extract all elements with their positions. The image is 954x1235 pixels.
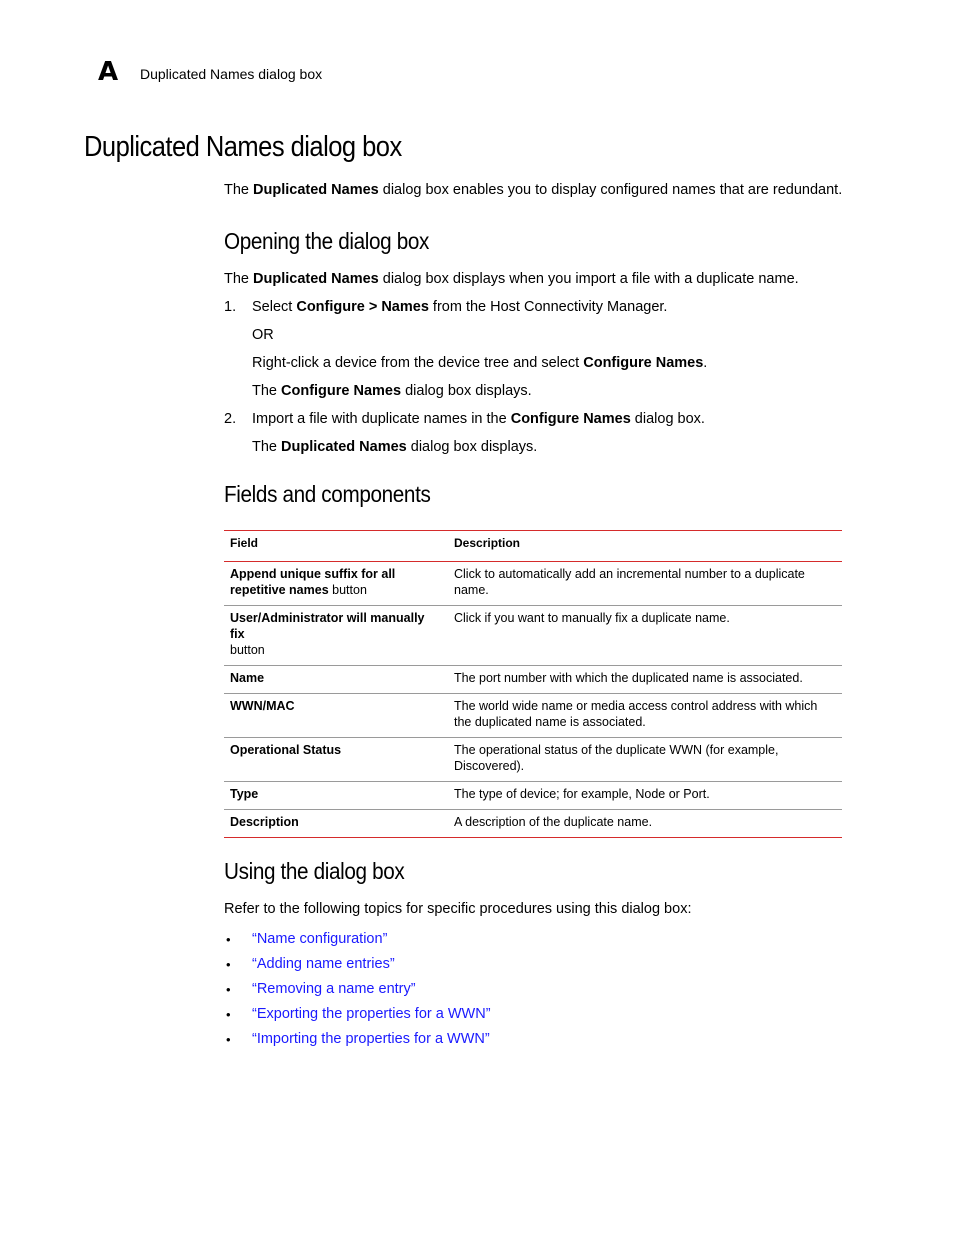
main-content (224, 180, 844, 1052)
link-adding-name-entries[interactable]: “Adding name entries” (252, 956, 395, 972)
field-cell: Operational Status (230, 743, 342, 757)
table-row (224, 782, 842, 810)
table-row (224, 606, 842, 666)
using-lead: Refer to the following topics for specific procedures using this dialog box: (224, 901, 692, 917)
step-number: 2. (224, 411, 237, 427)
step-text: Right-click a device from the device tree and select Configure Names. (252, 355, 708, 371)
step-text: Select Configure > Names from the Host Connectivity Manager. (252, 299, 668, 315)
description-cell: The world wide name or media access control address with which the duplicated name is associated. (454, 699, 818, 729)
step-1 (224, 297, 844, 401)
bullet-icon: • (226, 1007, 231, 1022)
field-cell: WWN/MAC (230, 699, 295, 713)
description-cell: The type of device; for example, Node or Port. (454, 787, 710, 801)
using-heading: Using the dialog box (224, 858, 405, 884)
table-row (224, 738, 842, 782)
description-cell: The port number with which the duplicated name is associated. (454, 671, 803, 685)
table-row (224, 666, 842, 694)
description-cell: Click to automatically add an incremental number to a duplicate name. (454, 567, 805, 597)
list-item (224, 1027, 844, 1052)
field-cell: Append unique suffix for all repetitive names button (230, 567, 396, 597)
list-item (224, 977, 844, 1002)
bullet-icon: • (226, 982, 231, 997)
using-section (224, 858, 844, 1052)
opening-lead: The Duplicated Names dialog box displays when you import a file with a duplicate name. (224, 271, 799, 287)
step-or: OR (252, 327, 274, 343)
fields-heading: Fields and components (224, 481, 431, 507)
running-title: Duplicated Names dialog box (140, 66, 323, 82)
link-name-configuration[interactable]: “Name configuration” (252, 931, 388, 947)
fields-table (224, 530, 842, 838)
table-header-row (224, 531, 842, 562)
column-header-description: Description (454, 536, 521, 550)
description-cell: The operational status of the duplicate WWN (for example, Discovered). (454, 743, 779, 773)
step-result: The Duplicated Names dialog box displays. (252, 439, 538, 455)
table-row (224, 562, 842, 606)
table-row (224, 810, 842, 838)
link-removing-name-entry[interactable]: “Removing a name entry” (252, 981, 416, 997)
opening-section (224, 228, 844, 457)
field-cell: Name (230, 671, 265, 685)
topic-links-list (224, 927, 844, 1052)
table-row (224, 694, 842, 738)
step-text: Import a file with duplicate names in the Configure Names dialog box. (252, 411, 705, 427)
link-importing-properties[interactable]: “Importing the properties for a WWN” (252, 1031, 490, 1047)
list-item (224, 1002, 844, 1027)
description-cell: Click if you want to manually fix a duplicate name. (454, 611, 730, 625)
link-exporting-properties[interactable]: “Exporting the properties for a WWN” (252, 1006, 491, 1022)
step-number: 1. (224, 299, 237, 315)
steps-list (224, 297, 844, 457)
bullet-icon: • (226, 957, 231, 972)
step-result: The Configure Names dialog box displays. (252, 383, 532, 399)
description-cell: A description of the duplicate name. (454, 815, 653, 829)
column-header-field: Field (230, 536, 259, 550)
list-item (224, 952, 844, 977)
step-2 (224, 409, 844, 457)
fields-section (224, 481, 844, 838)
bullet-icon: • (226, 932, 231, 947)
field-cell: User/Administrator will manually fix button (230, 611, 425, 657)
intro-paragraph: The Duplicated Names dialog box enables you to display configured names that are redundant. (224, 182, 843, 198)
list-item (224, 927, 844, 952)
opening-heading: Opening the dialog box (224, 228, 430, 254)
bullet-icon: • (226, 1032, 231, 1047)
field-cell: Description (230, 815, 299, 829)
page-title: Duplicated Names dialog box (84, 131, 402, 163)
chapter-letter: A (98, 57, 119, 87)
field-cell: Type (230, 787, 259, 801)
